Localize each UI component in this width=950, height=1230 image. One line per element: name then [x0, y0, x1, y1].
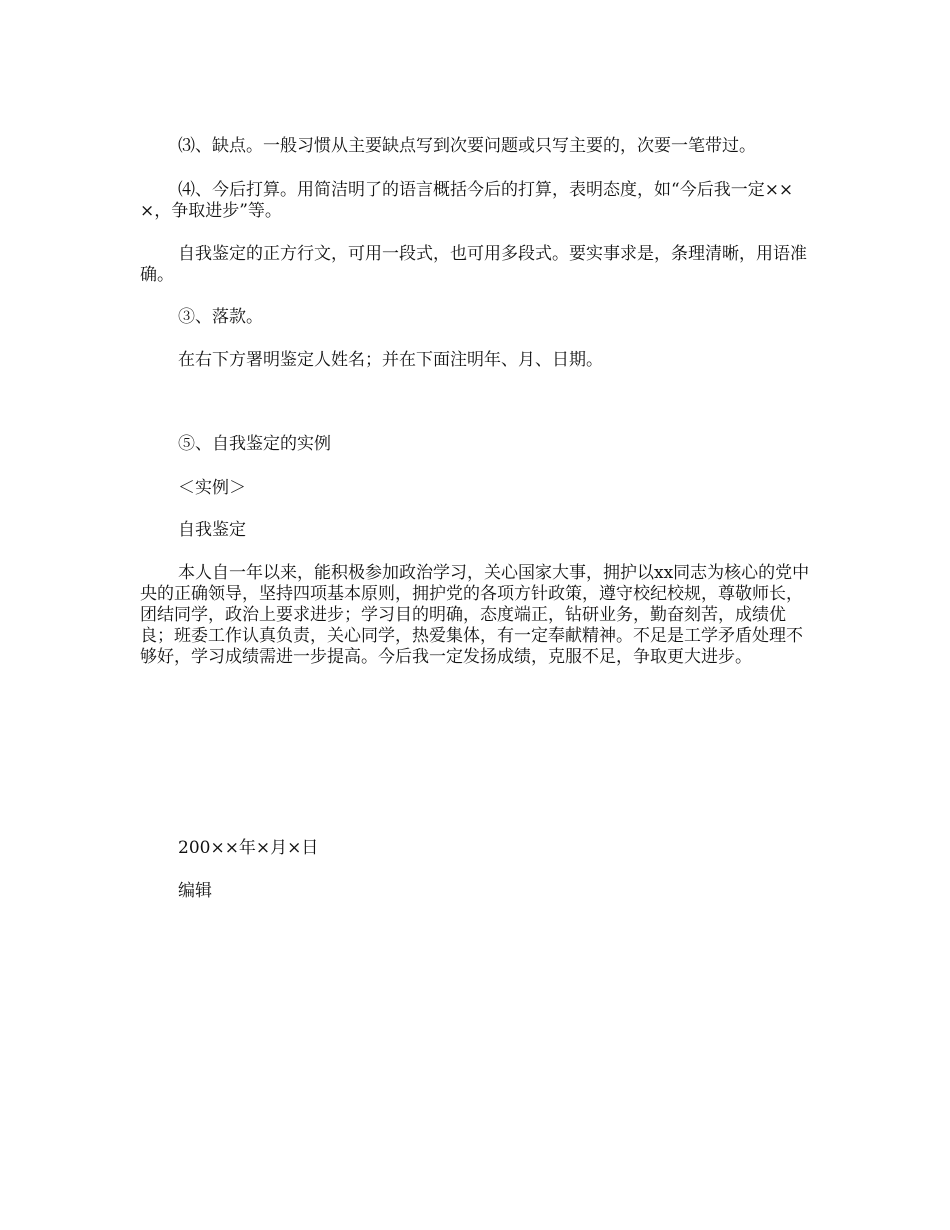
paragraph-edit: 编辑 [178, 881, 212, 901]
paragraph-body-format: 自我鉴定的正方行文，可用一段式，也可用多段式。要实事求是，条理清晰，用语准确。 [140, 244, 807, 285]
paragraph-example-body: 本人自一年以来，能积极参加政治学习，关心国家大事，拥护以xx同志为核心的党中央的正确领导，坚持四项基本原则，拥护党的各项方针政策，遵守校纪校规，尊敬师长，团结同学，政治上要求进步；学习目的明确，态度端正，钻研业务，勤奋刻苦，成绩优良；班委工作认真负责，关心同学，热爱集体，有一定奉献精神。不足是工学矛盾处理不够好，学习成绩需进一步提高。今后我一定发扬成绩，克服不足，争取更大进步。 [140, 563, 810, 667]
paragraph-future-plans: ⑷、今后打算。用简洁明了的语言概括今后的打算，表明态度，如“今后我一定×××，争取进步”等。 [140, 180, 794, 221]
paragraph-example-label: ＜实例＞ [178, 478, 246, 498]
paragraph-signature-heading: ③、落款。 [178, 307, 263, 327]
paragraph-example-heading: ⑤、自我鉴定的实例 [178, 434, 331, 454]
paragraph-date: 200××年×月×日 [178, 838, 319, 858]
paragraph-shortcomings: ⑶、缺点。一般习惯从主要缺点写到次要问题或只写主要的，次要一笔带过。 [178, 136, 756, 156]
paragraph-example-title: 自我鉴定 [178, 520, 246, 540]
paragraph-signature-instructions: 在右下方署明鉴定人姓名；并在下面注明年、月、日期。 [178, 350, 603, 370]
